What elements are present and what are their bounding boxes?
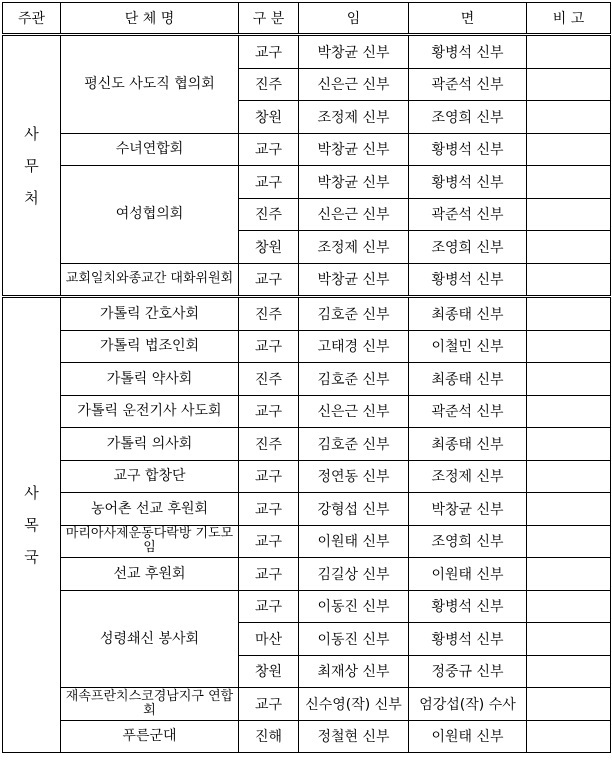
header-cell-host: 주관 — [3, 3, 61, 35]
organization-name-cell: 가톨릭 의사회 — [61, 428, 239, 461]
organization-name-cell: 가톨릭 약사회 — [61, 363, 239, 396]
appointed-cell: 신수영(작) 신부 — [299, 688, 409, 721]
table-row — [3, 590, 611, 623]
appointed-cell: 조정제 신부 — [299, 101, 409, 134]
appointed-cell: 이동진 신부 — [299, 590, 409, 623]
organization-name-cell: 가톨릭 법조인회 — [61, 330, 239, 363]
appointed-cell: 신은근 신부 — [299, 395, 409, 428]
host-department-cell — [3, 297, 61, 753]
note-cell — [527, 101, 611, 134]
dismissed-cell: 박창균 신부 — [409, 493, 527, 526]
appointed-cell: 박창균 신부 — [299, 133, 409, 166]
note-cell — [527, 525, 611, 558]
note-cell — [527, 428, 611, 461]
appointed-cell: 고태경 신부 — [299, 330, 409, 363]
appointed-cell: 강형섭 신부 — [299, 493, 409, 526]
note-cell — [527, 655, 611, 688]
table-row — [3, 297, 611, 331]
host-department-cell — [3, 35, 61, 297]
division-cell: 진해 — [239, 720, 299, 753]
dismissed-cell: 조정제 신부 — [409, 460, 527, 493]
division-cell: 진주 — [239, 297, 299, 331]
division-cell: 진주 — [239, 428, 299, 461]
note-cell — [527, 35, 611, 69]
appointed-cell: 김호준 신부 — [299, 363, 409, 396]
division-cell: 교구 — [239, 395, 299, 428]
host-department-char: 사 — [24, 484, 39, 502]
table-row — [3, 428, 611, 461]
host-department-char: 처 — [24, 188, 39, 207]
note-cell — [527, 720, 611, 753]
note-cell — [527, 166, 611, 199]
appointed-cell: 이동진 신부 — [299, 623, 409, 656]
dismissed-cell: 조영희 신부 — [409, 525, 527, 558]
division-cell: 교구 — [239, 330, 299, 363]
organization-name-cell: 재속프란치스코경남지구 연합회 — [61, 688, 239, 721]
division-cell: 교구 — [239, 35, 299, 69]
appointed-cell: 이원태 신부 — [299, 525, 409, 558]
division-cell: 교구 — [239, 166, 299, 199]
division-cell: 교구 — [239, 525, 299, 558]
division-cell: 교구 — [239, 558, 299, 591]
division-cell: 창원 — [239, 655, 299, 688]
organization-name-cell: 수녀연합회 — [61, 133, 239, 166]
note-cell — [527, 263, 611, 297]
dismissed-cell: 황병석 신부 — [409, 166, 527, 199]
table-row — [3, 330, 611, 363]
note-cell — [527, 330, 611, 363]
dismissed-cell: 곽준석 신부 — [409, 198, 527, 231]
table-row — [3, 720, 611, 753]
table-row — [3, 688, 611, 721]
organization-name-cell: 농어촌 선교 후원회 — [61, 493, 239, 526]
appointed-cell: 박창균 신부 — [299, 35, 409, 69]
dismissed-cell: 곽준석 신부 — [409, 395, 527, 428]
note-cell — [527, 68, 611, 101]
note-cell — [527, 395, 611, 428]
appointed-cell: 김길상 신부 — [299, 558, 409, 591]
division-cell: 진주 — [239, 198, 299, 231]
note-cell — [527, 623, 611, 656]
header-cell-dismissed: 면 — [409, 3, 527, 35]
organization-name-cell: 평신도 사도직 협의회 — [61, 35, 239, 134]
organization-name-cell: 교회일치와종교간 대화위원회 — [61, 263, 239, 297]
appointed-cell: 신은근 신부 — [299, 198, 409, 231]
host-department-char: 국 — [24, 548, 39, 566]
table-row — [3, 133, 611, 166]
table-row — [3, 35, 611, 69]
host-department-char: 무 — [24, 156, 39, 175]
note-cell — [527, 363, 611, 396]
organization-name-cell: 가톨릭 운전기사 사도회 — [61, 395, 239, 428]
table-row — [3, 263, 611, 297]
note-cell — [527, 133, 611, 166]
organization-name-cell: 가톨릭 간호사회 — [61, 297, 239, 331]
appointment-table — [2, 2, 611, 753]
table-row — [3, 166, 611, 199]
organization-name-cell: 푸른군대 — [61, 720, 239, 753]
note-cell — [527, 590, 611, 623]
appointed-cell: 박창균 신부 — [299, 263, 409, 297]
dismissed-cell: 곽준석 신부 — [409, 68, 527, 101]
dismissed-cell: 이원태 신부 — [409, 558, 527, 591]
dismissed-cell: 이원태 신부 — [409, 720, 527, 753]
division-cell: 진주 — [239, 363, 299, 396]
appointed-cell: 김호준 신부 — [299, 297, 409, 331]
table-row — [3, 493, 611, 526]
note-cell — [527, 198, 611, 231]
dismissed-cell: 황병석 신부 — [409, 35, 527, 69]
dismissed-cell: 최종태 신부 — [409, 428, 527, 461]
division-cell: 교구 — [239, 263, 299, 297]
dismissed-cell: 황병석 신부 — [409, 133, 527, 166]
appointed-cell: 김호준 신부 — [299, 428, 409, 461]
organization-name-cell: 여성협의회 — [61, 166, 239, 264]
division-cell: 교구 — [239, 460, 299, 493]
dismissed-cell: 조영희 신부 — [409, 231, 527, 264]
table-body — [3, 35, 611, 753]
dismissed-cell: 황병석 신부 — [409, 623, 527, 656]
note-cell — [527, 493, 611, 526]
header-cell-division: 구 분 — [239, 3, 299, 35]
division-cell: 교구 — [239, 133, 299, 166]
dismissed-cell: 황병석 신부 — [409, 263, 527, 297]
dismissed-cell: 최종태 신부 — [409, 363, 527, 396]
division-cell: 창원 — [239, 101, 299, 134]
appointed-cell: 신은근 신부 — [299, 68, 409, 101]
header-cell-org: 단 체 명 — [61, 3, 239, 35]
note-cell — [527, 231, 611, 264]
dismissed-cell: 조영희 신부 — [409, 101, 527, 134]
header-row — [3, 3, 611, 35]
host-department-char: 사 — [24, 124, 39, 143]
organization-name-cell: 교구 합창단 — [61, 460, 239, 493]
header-cell-note: 비 고 — [527, 3, 611, 35]
organization-name-cell: 성령쇄신 봉사회 — [61, 590, 239, 688]
division-cell: 교구 — [239, 688, 299, 721]
note-cell — [527, 297, 611, 331]
appointed-cell: 박창균 신부 — [299, 166, 409, 199]
appointed-cell: 최재상 신부 — [299, 655, 409, 688]
division-cell: 교구 — [239, 493, 299, 526]
appointed-cell: 정연동 신부 — [299, 460, 409, 493]
organization-name-cell: 선교 후원회 — [61, 558, 239, 591]
note-cell — [527, 558, 611, 591]
header-cell-appointed: 임 — [299, 3, 409, 35]
appointed-cell: 정철현 신부 — [299, 720, 409, 753]
table-row — [3, 525, 611, 558]
dismissed-cell: 정중규 신부 — [409, 655, 527, 688]
table-row — [3, 363, 611, 396]
division-cell: 창원 — [239, 231, 299, 264]
appointed-cell: 조정제 신부 — [299, 231, 409, 264]
organization-name-cell: 마리아사제운동다락방 기도모임 — [61, 525, 239, 558]
host-department-char: 목 — [24, 516, 39, 534]
table-row — [3, 558, 611, 591]
dismissed-cell: 이철민 신부 — [409, 330, 527, 363]
dismissed-cell: 최종태 신부 — [409, 297, 527, 331]
table-row — [3, 460, 611, 493]
division-cell: 교구 — [239, 590, 299, 623]
note-cell — [527, 460, 611, 493]
note-cell — [527, 688, 611, 721]
dismissed-cell: 황병석 신부 — [409, 590, 527, 623]
dismissed-cell: 엄강섭(작) 수사 — [409, 688, 527, 721]
table-row — [3, 395, 611, 428]
division-cell: 진주 — [239, 68, 299, 101]
division-cell: 마산 — [239, 623, 299, 656]
